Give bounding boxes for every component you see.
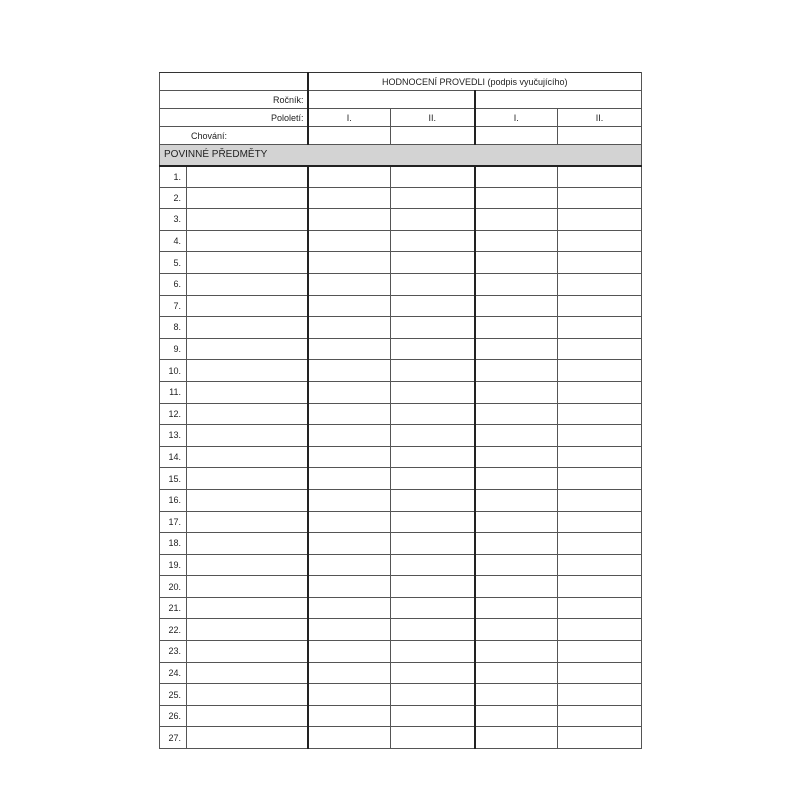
grade-cell-1[interactable] — [308, 641, 391, 663]
grade-cell-1[interactable] — [308, 317, 391, 339]
grade-cell-4[interactable] — [558, 360, 642, 382]
grade-cell-1[interactable] — [308, 684, 391, 706]
row-number: 25. — [160, 684, 187, 706]
grade-cell-2[interactable] — [391, 295, 475, 317]
row-number: 2. — [160, 187, 187, 209]
header-blank-cell — [160, 73, 308, 91]
grade-cell-2[interactable] — [391, 576, 475, 598]
grade-cell-1[interactable] — [308, 619, 391, 641]
subject-row — [160, 360, 642, 382]
grade-cell-1[interactable] — [308, 403, 391, 425]
subject-name-cell[interactable] — [187, 511, 308, 533]
grade-cell-4[interactable] — [558, 576, 642, 598]
grade-cell-1[interactable] — [308, 597, 391, 619]
grade-cell-4[interactable] — [558, 684, 642, 706]
grade-cell-1[interactable] — [308, 468, 391, 490]
grade-cell-4[interactable] — [558, 511, 642, 533]
grade-cell-3[interactable] — [475, 705, 558, 727]
grade-cell-2[interactable] — [391, 230, 475, 252]
grade-cell-1[interactable] — [308, 446, 391, 468]
grade-cell-2[interactable] — [391, 468, 475, 490]
subject-name-cell[interactable] — [187, 446, 308, 468]
subject-name-cell[interactable] — [187, 425, 308, 447]
subject-name-cell[interactable] — [187, 468, 308, 490]
grade-cell-3[interactable] — [475, 641, 558, 663]
grade-cell-3[interactable] — [475, 468, 558, 490]
row-number: 17. — [160, 511, 187, 533]
grade-cell-3[interactable] — [475, 597, 558, 619]
subject-name-cell[interactable] — [187, 381, 308, 403]
grade-cell-4[interactable] — [558, 295, 642, 317]
chovani-cell-2[interactable] — [391, 127, 475, 145]
evaluation-title: HODNOCENÍ PROVEDLI (podpis vyučujícího) — [308, 73, 642, 91]
grade-cell-1[interactable] — [308, 252, 391, 274]
chovani-cell-1[interactable] — [308, 127, 391, 145]
subject-name-cell[interactable] — [187, 252, 308, 274]
grade-cell-1[interactable] — [308, 187, 391, 209]
subject-name-cell[interactable] — [187, 662, 308, 684]
subject-row — [160, 511, 642, 533]
grade-cell-4[interactable] — [558, 533, 642, 555]
grade-cell-4[interactable] — [558, 381, 642, 403]
row-number: 18. — [160, 533, 187, 555]
row-number: 16. — [160, 489, 187, 511]
row-number: 11. — [160, 381, 187, 403]
grade-cell-3[interactable] — [475, 446, 558, 468]
header-row-chovani — [160, 127, 642, 145]
grade-cell-4[interactable] — [558, 489, 642, 511]
semester-label-4: II. — [558, 109, 642, 127]
header-row-title — [160, 73, 642, 91]
row-number: 8. — [160, 317, 187, 339]
pololeti-label: Pololetí: — [160, 109, 308, 127]
subject-name-cell[interactable] — [187, 166, 308, 188]
subject-name-cell[interactable] — [187, 533, 308, 555]
grade-cell-3[interactable] — [475, 425, 558, 447]
row-number: 13. — [160, 425, 187, 447]
subject-row — [160, 533, 642, 555]
header-row-pololeti — [160, 109, 642, 127]
grade-cell-3[interactable] — [475, 684, 558, 706]
subject-name-cell[interactable] — [187, 317, 308, 339]
row-number: 14. — [160, 446, 187, 468]
grade-cell-2[interactable] — [391, 166, 475, 188]
grade-cell-3[interactable] — [475, 252, 558, 274]
subject-name-cell[interactable] — [187, 360, 308, 382]
section-title: POVINNÉ PŘEDMĚTY — [160, 145, 642, 166]
subject-name-cell[interactable] — [187, 597, 308, 619]
grade-cell-2[interactable] — [391, 252, 475, 274]
grade-cell-3[interactable] — [475, 576, 558, 598]
grade-cell-3[interactable] — [475, 489, 558, 511]
subject-name-cell[interactable] — [187, 230, 308, 252]
grade-cell-2[interactable] — [391, 684, 475, 706]
grade-cell-2[interactable] — [391, 662, 475, 684]
grade-cell-1[interactable] — [308, 209, 391, 231]
row-number: 6. — [160, 273, 187, 295]
subject-row — [160, 489, 642, 511]
semester-label-1: I. — [308, 109, 391, 127]
grade-cell-2[interactable] — [391, 425, 475, 447]
grade-cell-3[interactable] — [475, 662, 558, 684]
row-number: 27. — [160, 727, 187, 749]
grade-cell-2[interactable] — [391, 446, 475, 468]
grade-cell-4[interactable] — [558, 209, 642, 231]
grade-cell-4[interactable] — [558, 273, 642, 295]
subject-name-cell[interactable] — [187, 295, 308, 317]
grade-cell-2[interactable] — [391, 360, 475, 382]
subject-name-cell[interactable] — [187, 209, 308, 231]
grade-cell-1[interactable] — [308, 381, 391, 403]
grade-cell-3[interactable] — [475, 166, 558, 188]
subject-row — [160, 317, 642, 339]
grade-cell-2[interactable] — [391, 403, 475, 425]
grade-cell-3[interactable] — [475, 187, 558, 209]
rocnik-label: Ročník: — [160, 91, 308, 109]
grade-cell-4[interactable] — [558, 425, 642, 447]
grade-cell-3[interactable] — [475, 273, 558, 295]
row-number: 7. — [160, 295, 187, 317]
subject-row — [160, 705, 642, 727]
grade-cell-2[interactable] — [391, 317, 475, 339]
row-number: 12. — [160, 403, 187, 425]
grade-cell-1[interactable] — [308, 360, 391, 382]
subject-name-cell[interactable] — [187, 619, 308, 641]
subject-name-cell[interactable] — [187, 641, 308, 663]
row-number: 1. — [160, 166, 187, 188]
grade-cell-2[interactable] — [391, 187, 475, 209]
header-row-rocnik — [160, 91, 642, 109]
grade-cell-4[interactable] — [558, 166, 642, 188]
row-number: 4. — [160, 230, 187, 252]
row-number: 5. — [160, 252, 187, 274]
grade-cell-4[interactable] — [558, 705, 642, 727]
grade-cell-1[interactable] — [308, 273, 391, 295]
grade-cell-1[interactable] — [308, 727, 391, 749]
grade-cell-1[interactable] — [308, 705, 391, 727]
chovani-cell-4[interactable] — [558, 127, 642, 145]
subject-name-cell[interactable] — [187, 705, 308, 727]
grade-cell-4[interactable] — [558, 727, 642, 749]
grade-cell-2[interactable] — [391, 273, 475, 295]
grade-cell-1[interactable] — [308, 338, 391, 360]
row-number: 22. — [160, 619, 187, 641]
row-number: 26. — [160, 705, 187, 727]
grade-cell-3[interactable] — [475, 381, 558, 403]
subject-row — [160, 597, 642, 619]
grade-cell-1[interactable] — [308, 295, 391, 317]
semester-label-3: I. — [475, 109, 558, 127]
section-row — [160, 145, 642, 166]
grade-cell-2[interactable] — [391, 381, 475, 403]
subject-row — [160, 641, 642, 663]
rocnik-field-1[interactable] — [308, 91, 475, 109]
grade-cell-3[interactable] — [475, 209, 558, 231]
grade-cell-2[interactable] — [391, 511, 475, 533]
subject-name-cell[interactable] — [187, 684, 308, 706]
grade-cell-3[interactable] — [475, 230, 558, 252]
subject-row — [160, 187, 642, 209]
grade-cell-4[interactable] — [558, 597, 642, 619]
grade-cell-1[interactable] — [308, 511, 391, 533]
grade-cell-3[interactable] — [475, 554, 558, 576]
grade-cell-4[interactable] — [558, 554, 642, 576]
grade-cell-3[interactable] — [475, 360, 558, 382]
grade-form-table — [159, 72, 642, 749]
grade-cell-2[interactable] — [391, 727, 475, 749]
grade-cell-4[interactable] — [558, 338, 642, 360]
grade-cell-1[interactable] — [308, 662, 391, 684]
grade-cell-3[interactable] — [475, 511, 558, 533]
grade-cell-1[interactable] — [308, 554, 391, 576]
row-number: 24. — [160, 662, 187, 684]
subject-row — [160, 554, 642, 576]
row-number: 3. — [160, 209, 187, 231]
subject-row — [160, 295, 642, 317]
grade-cell-1[interactable] — [308, 230, 391, 252]
subject-row — [160, 209, 642, 231]
chovani-cell-3[interactable] — [475, 127, 558, 145]
grade-cell-4[interactable] — [558, 446, 642, 468]
row-number: 10. — [160, 360, 187, 382]
grade-cell-2[interactable] — [391, 705, 475, 727]
subject-row — [160, 662, 642, 684]
subject-name-cell[interactable] — [187, 576, 308, 598]
subject-row — [160, 403, 642, 425]
subject-name-cell[interactable] — [187, 187, 308, 209]
subject-row — [160, 727, 642, 749]
subject-row — [160, 166, 642, 188]
subject-name-cell[interactable] — [187, 338, 308, 360]
grade-cell-3[interactable] — [475, 619, 558, 641]
grade-cell-4[interactable] — [558, 230, 642, 252]
grade-cell-3[interactable] — [475, 403, 558, 425]
row-number: 15. — [160, 468, 187, 490]
grade-cell-3[interactable] — [475, 533, 558, 555]
grade-cell-3[interactable] — [475, 727, 558, 749]
grade-cell-2[interactable] — [391, 533, 475, 555]
grade-cell-2[interactable] — [391, 209, 475, 231]
subject-name-cell[interactable] — [187, 554, 308, 576]
subject-row — [160, 446, 642, 468]
grade-cell-1[interactable] — [308, 166, 391, 188]
grade-cell-4[interactable] — [558, 317, 642, 339]
subject-row — [160, 619, 642, 641]
rocnik-field-2[interactable] — [475, 91, 642, 109]
grade-cell-4[interactable] — [558, 619, 642, 641]
grade-cell-4[interactable] — [558, 468, 642, 490]
subject-row — [160, 252, 642, 274]
grade-cell-4[interactable] — [558, 252, 642, 274]
grade-cell-2[interactable] — [391, 597, 475, 619]
subject-name-cell[interactable] — [187, 273, 308, 295]
semester-label-2: II. — [391, 109, 475, 127]
row-number: 23. — [160, 641, 187, 663]
grade-cell-1[interactable] — [308, 576, 391, 598]
grade-cell-2[interactable] — [391, 554, 475, 576]
grade-cell-2[interactable] — [391, 489, 475, 511]
row-number: 21. — [160, 597, 187, 619]
grade-cell-3[interactable] — [475, 338, 558, 360]
subject-row — [160, 684, 642, 706]
grade-cell-4[interactable] — [558, 662, 642, 684]
grade-cell-4[interactable] — [558, 187, 642, 209]
grade-cell-1[interactable] — [308, 425, 391, 447]
grade-cell-2[interactable] — [391, 641, 475, 663]
subject-row — [160, 468, 642, 490]
subject-row — [160, 381, 642, 403]
grade-cell-2[interactable] — [391, 619, 475, 641]
subject-row — [160, 273, 642, 295]
grade-cell-4[interactable] — [558, 403, 642, 425]
row-number: 20. — [160, 576, 187, 598]
subject-name-cell[interactable] — [187, 489, 308, 511]
row-number: 19. — [160, 554, 187, 576]
subject-name-cell[interactable] — [187, 727, 308, 749]
grade-cell-4[interactable] — [558, 641, 642, 663]
subject-row — [160, 230, 642, 252]
subject-row — [160, 425, 642, 447]
grade-cell-2[interactable] — [391, 338, 475, 360]
grade-cell-3[interactable] — [475, 295, 558, 317]
subject-row — [160, 576, 642, 598]
grade-cell-3[interactable] — [475, 317, 558, 339]
row-number: 9. — [160, 338, 187, 360]
grade-cell-1[interactable] — [308, 489, 391, 511]
subject-name-cell[interactable] — [187, 403, 308, 425]
subject-row — [160, 338, 642, 360]
grade-cell-1[interactable] — [308, 533, 391, 555]
chovani-label: Chování: — [160, 127, 308, 145]
